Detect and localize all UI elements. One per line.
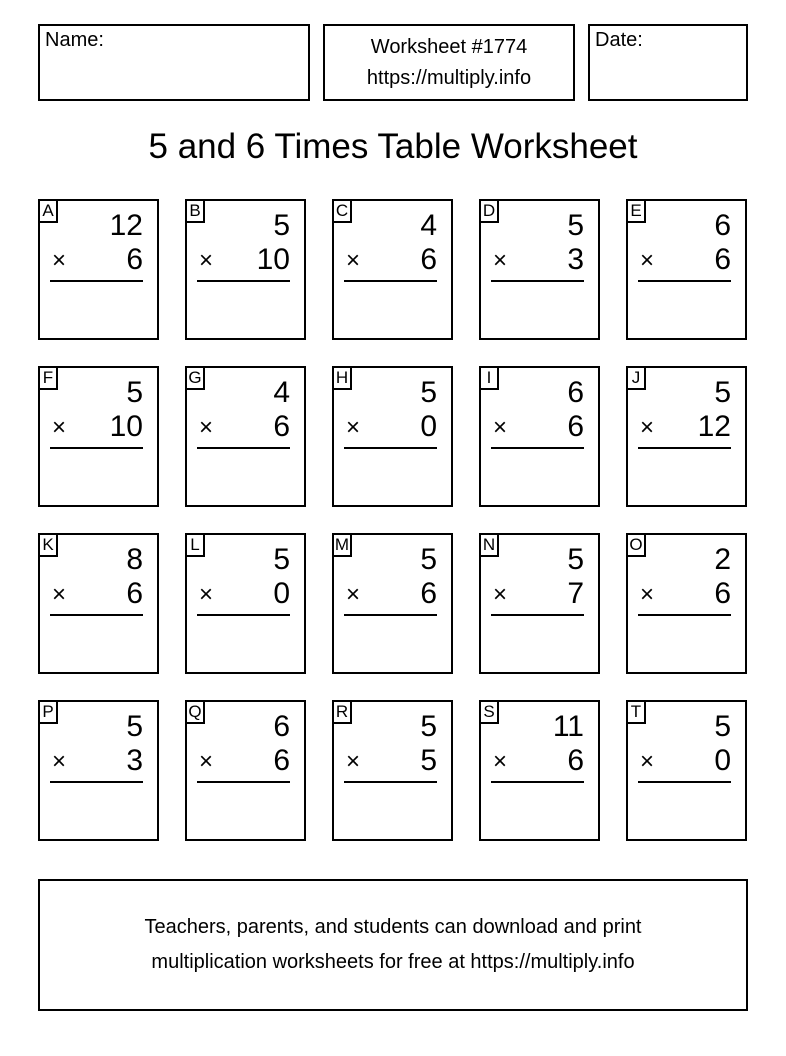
times-sign: × [199, 414, 214, 441]
times-sign: × [199, 247, 214, 274]
problem-label: O [626, 533, 646, 557]
multiplicand: 5 [714, 376, 731, 409]
multiplicand: 6 [714, 209, 731, 242]
problem-label: J [626, 366, 646, 390]
times-sign: × [346, 748, 361, 775]
problem-label: L [185, 533, 205, 557]
problem-card [332, 199, 453, 340]
times-sign: × [640, 581, 655, 608]
worksheet-url: https://multiply.info [366, 67, 532, 89]
problem-label: M [332, 533, 352, 557]
footer-line-2: multiplication worksheets for free at https://multiply.info [151, 951, 635, 973]
multiplier: 0 [420, 410, 437, 443]
answer-rule [491, 447, 584, 449]
problem-card [332, 533, 453, 674]
problem-card [332, 700, 453, 841]
multiplier: 6 [420, 577, 437, 610]
problem-card [185, 533, 306, 674]
times-sign: × [199, 581, 214, 608]
problem-card [38, 700, 159, 841]
answer-rule [197, 280, 290, 282]
problem-card [38, 199, 159, 340]
multiplier: 10 [256, 243, 290, 276]
problem-label: B [185, 199, 205, 223]
problem-card [38, 533, 159, 674]
problem-label: R [332, 700, 352, 724]
multiplicand: 12 [109, 209, 143, 242]
problem-card [626, 700, 747, 841]
multiplier: 10 [109, 410, 143, 443]
times-sign: × [346, 581, 361, 608]
multiplier: 6 [714, 577, 731, 610]
problem-card [185, 366, 306, 507]
problem-card [38, 366, 159, 507]
multiplicand: 5 [126, 710, 143, 743]
answer-rule [344, 447, 437, 449]
multiplier: 0 [273, 577, 290, 610]
problem-label: S [479, 700, 499, 724]
multiplier: 6 [126, 243, 143, 276]
times-sign: × [640, 247, 655, 274]
problem-label: D [479, 199, 499, 223]
multiplicand: 5 [420, 543, 437, 576]
times-sign: × [52, 748, 67, 775]
answer-rule [344, 280, 437, 282]
problem-card [626, 199, 747, 340]
problem-label: C [332, 199, 352, 223]
multiplicand: 5 [420, 376, 437, 409]
times-sign: × [493, 581, 508, 608]
problem-label: G [185, 366, 205, 390]
times-sign: × [640, 414, 655, 441]
multiplicand: 11 [552, 710, 584, 743]
multiplicand: 6 [273, 710, 290, 743]
answer-rule [344, 614, 437, 616]
answer-rule [197, 614, 290, 616]
times-sign: × [52, 414, 67, 441]
multiplicand: 5 [714, 710, 731, 743]
multiplicand: 5 [126, 376, 143, 409]
multiplicand: 2 [714, 543, 731, 576]
multiplier: 0 [714, 744, 731, 777]
multiplier: 6 [567, 410, 584, 443]
times-sign: × [493, 748, 508, 775]
problem-label: P [38, 700, 58, 724]
problem-label: T [626, 700, 646, 724]
answer-rule [638, 280, 731, 282]
problem-label: H [332, 366, 352, 390]
multiplier: 6 [567, 744, 584, 777]
multiplicand: 8 [126, 543, 143, 576]
multiplier: 6 [273, 410, 290, 443]
answer-rule [197, 781, 290, 783]
multiplier: 7 [567, 577, 584, 610]
footer-box [38, 879, 748, 1011]
multiplicand: 6 [567, 376, 584, 409]
problem-card [185, 700, 306, 841]
multiplicand: 4 [273, 376, 290, 409]
problem-card [626, 366, 747, 507]
times-sign: × [346, 414, 361, 441]
multiplicand: 5 [420, 710, 437, 743]
problem-card [626, 533, 747, 674]
answer-rule [638, 447, 731, 449]
times-sign: × [493, 414, 508, 441]
problem-label: E [626, 199, 646, 223]
multiplier: 12 [697, 410, 731, 443]
multiplier: 6 [273, 744, 290, 777]
multiplier: 6 [420, 243, 437, 276]
problem-label: K [38, 533, 58, 557]
answer-rule [50, 614, 143, 616]
footer-line-1: Teachers, parents, and students can download and print [144, 916, 642, 938]
times-sign: × [52, 581, 67, 608]
name-label: Name: [45, 29, 104, 51]
problem-card [185, 199, 306, 340]
problem-card [479, 533, 600, 674]
multiplicand: 4 [420, 209, 437, 242]
answer-rule [50, 781, 143, 783]
times-sign: × [52, 247, 67, 274]
problem-card [479, 366, 600, 507]
problem-label: N [479, 533, 499, 557]
problem-label: A [38, 199, 58, 223]
problem-label: Q [185, 700, 205, 724]
multiplicand: 5 [273, 543, 290, 576]
worksheet-number: Worksheet #1774 [370, 36, 528, 58]
page-title: 5 and 6 Times Table Worksheet [148, 127, 638, 166]
answer-rule [197, 447, 290, 449]
answer-rule [491, 614, 584, 616]
problem-card [479, 700, 600, 841]
multiplier: 6 [126, 577, 143, 610]
multiplicand: 5 [273, 209, 290, 242]
answer-rule [50, 280, 143, 282]
times-sign: × [199, 748, 214, 775]
multiplicand: 5 [567, 209, 584, 242]
multiplier: 3 [126, 744, 143, 777]
answer-rule [50, 447, 143, 449]
problem-label: F [38, 366, 58, 390]
multiplier: 3 [567, 243, 584, 276]
problem-card [479, 199, 600, 340]
times-sign: × [640, 748, 655, 775]
multiplier: 6 [714, 243, 731, 276]
problem-card [332, 366, 453, 507]
answer-rule [344, 781, 437, 783]
times-sign: × [346, 247, 361, 274]
multiplicand: 5 [567, 543, 584, 576]
times-sign: × [493, 247, 508, 274]
multiplier: 5 [420, 744, 437, 777]
answer-rule [638, 781, 731, 783]
answer-rule [638, 614, 731, 616]
answer-rule [491, 280, 584, 282]
problem-label: I [479, 366, 499, 390]
date-label: Date: [595, 29, 643, 51]
answer-rule [491, 781, 584, 783]
